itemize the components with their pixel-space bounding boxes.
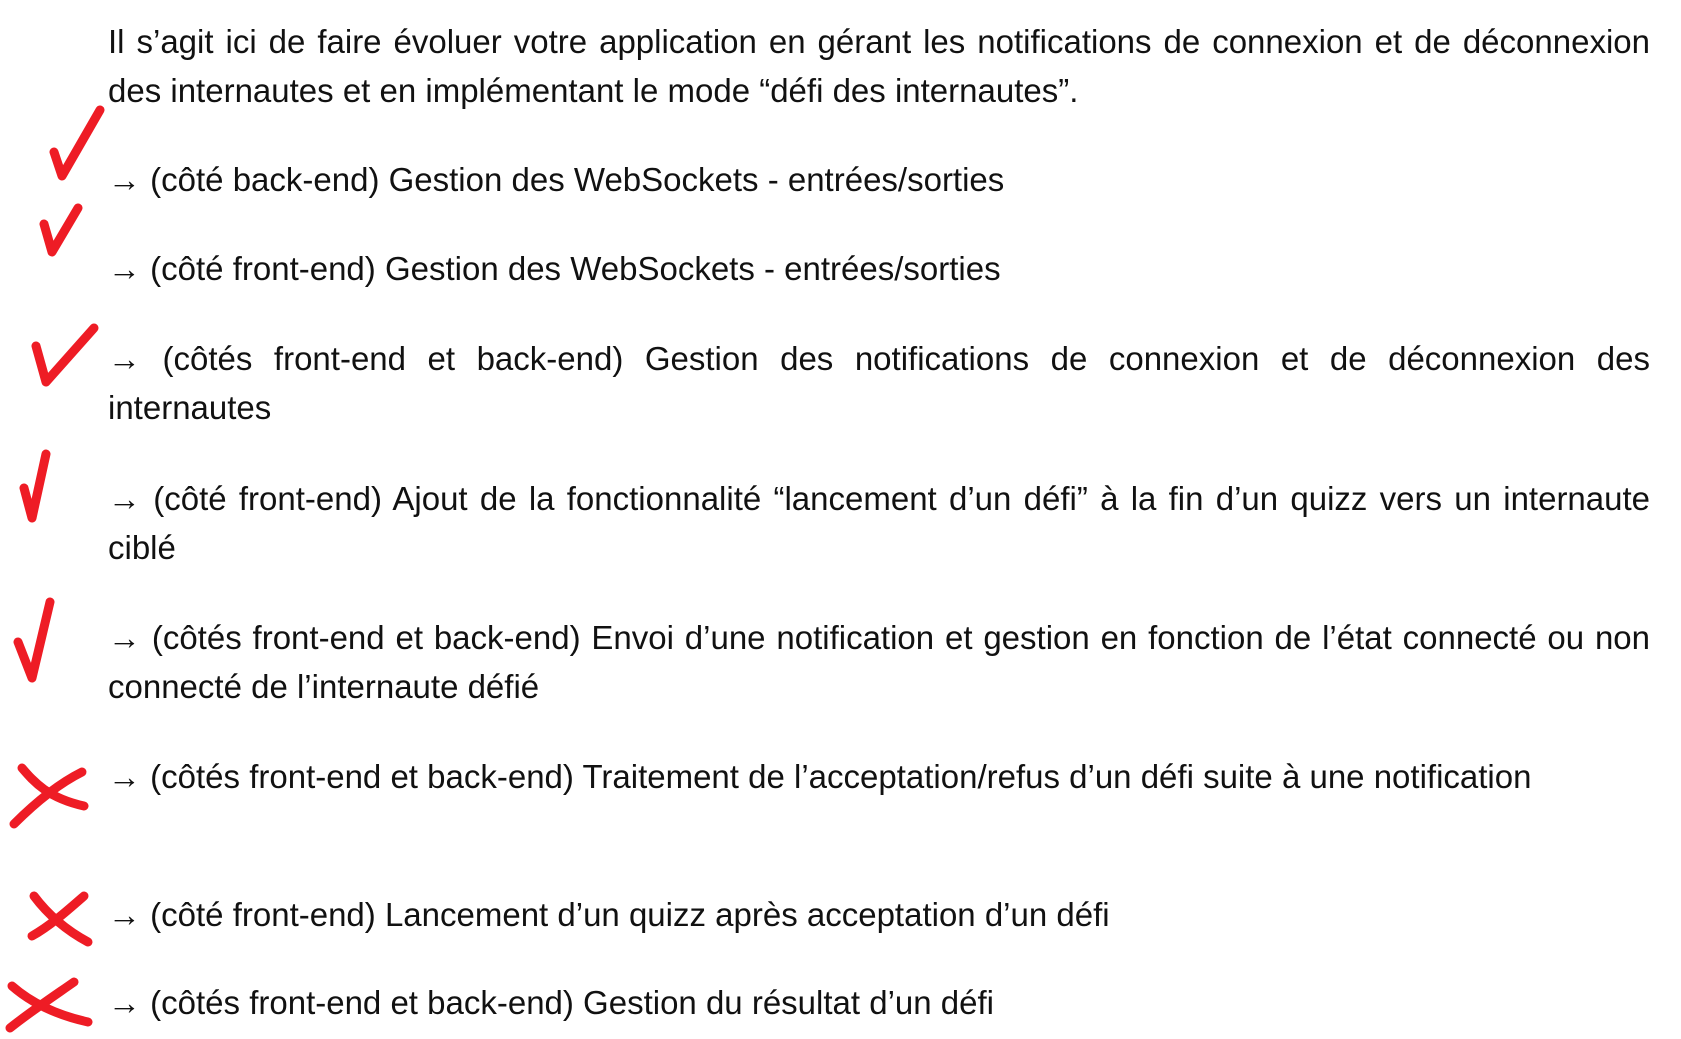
- check-icon: [18, 448, 68, 528]
- task-text: (côté front-end) Ajout de la fonctionnalité “lancement d’un défi” à la fin d’un quizz vers un internaute ciblé: [108, 480, 1651, 566]
- arrow-icon: →: [108, 896, 141, 933]
- cross-icon: [4, 978, 94, 1034]
- check-icon: [48, 104, 108, 184]
- check-icon: [40, 202, 90, 262]
- task-item: [108, 752, 1650, 801]
- task-text: (côtés front-end et back-end) Traitement de l’acceptation/refus d’un défi suite à une notification: [150, 758, 1532, 795]
- cross-icon: [8, 762, 88, 832]
- arrow-icon: →: [108, 984, 141, 1021]
- task-item: [108, 334, 1650, 432]
- task-item: [108, 890, 1650, 939]
- task-text: (côté front-end) Lancement d’un quizz après acceptation d’un défi: [150, 896, 1110, 933]
- task-text: (côté front-end) Gestion des WebSockets - entrées/sorties: [150, 250, 1001, 287]
- task-item: [108, 978, 1650, 1027]
- intro-paragraph: Il s’agit ici de faire évoluer votre application en gérant les notifications de connexion et de déconnexion des internautes et en implémentant le mode “défi des internautes”.: [108, 23, 1650, 109]
- arrow-icon: →: [108, 161, 141, 198]
- cross-icon: [26, 890, 96, 950]
- task-text: (côté back-end) Gestion des WebSockets - entrées/sorties: [150, 161, 1005, 198]
- check-icon: [12, 596, 62, 686]
- task-text: (côtés front-end et back-end) Gestion des notifications de connexion et de déconnexion des internautes: [108, 340, 1650, 426]
- task-text: (côtés front-end et back-end) Gestion du résultat d’un défi: [150, 984, 994, 1021]
- task-item: [108, 155, 1650, 204]
- arrow-icon: →: [108, 250, 141, 287]
- task-text: (côtés front-end et back-end) Envoi d’une notification et gestion en fonction de l’état connecté ou non connecté de l’internaute défié: [108, 619, 1651, 705]
- task-item: [108, 244, 1650, 293]
- task-item: [108, 613, 1650, 711]
- check-icon: [30, 322, 100, 392]
- arrow-icon: →: [108, 340, 141, 377]
- arrow-icon: →: [108, 758, 141, 795]
- arrow-icon: →: [108, 480, 141, 517]
- arrow-icon: →: [108, 619, 141, 656]
- task-item: [108, 474, 1650, 572]
